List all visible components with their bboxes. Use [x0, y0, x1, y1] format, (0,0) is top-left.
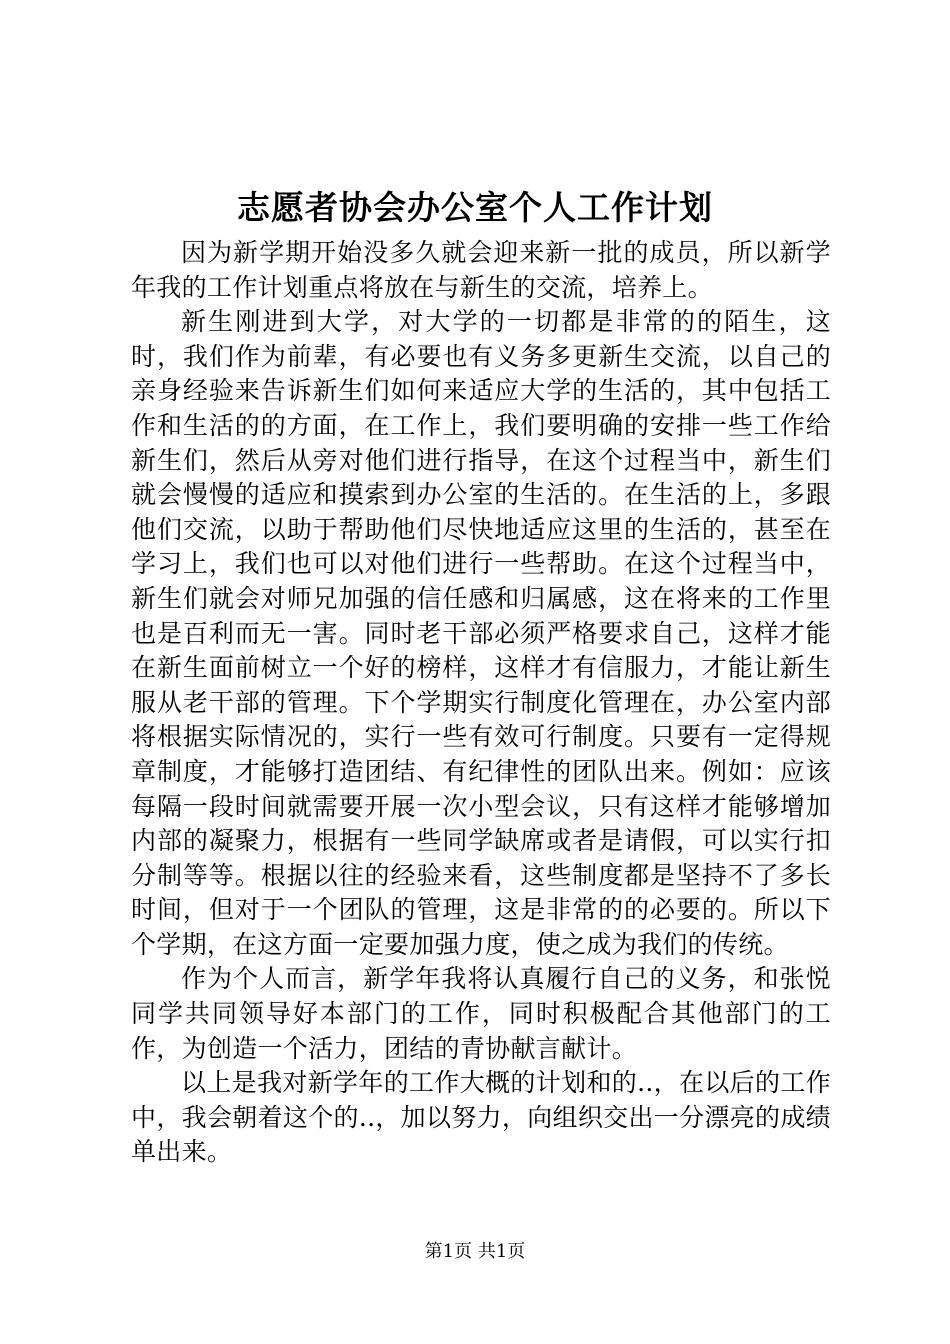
paragraph-personal: 作为个人而言，新学年我将认真履行自己的义务，和张悦同学共同领导好本部门的工作，同时积极配合其他部门的工作，为创造一个活力，团结的青协献言献计。 — [131, 964, 831, 1063]
document-title: 志愿者协会办公室个人工作计划 — [237, 188, 713, 227]
page-footer: 第1页 共1页 — [424, 1241, 526, 1262]
paragraph-intro: 因为新学期开始没多久就会迎来新一批的成员，所以新学年我的工作计划重点将放在与新生的交流，培养上。 — [131, 238, 831, 302]
paragraph-conclusion: 以上是我对新学年的工作大概的计划和的..，在以后的工作中，我会朝着这个的..，加以努力，向组织交出一分漂亮的成绩单出来。 — [131, 1068, 831, 1167]
document-body — [131, 236, 831, 1170]
paragraph-new-students: 新生刚进到大学，对大学的一切都是非常的的陌生，这时，我们作为前辈，有必要也有义务多更新生交流，以自己的亲身经验来告诉新生们如何来适应大学的生活的，其中包括工作和生活的的方面，在工作上，我们要明确的安排一些工作给新生们，然后从旁对他们进行指导，在这个过程当中，新生们就会慢慢的适应和摸索到办公室的生活的。在生活的上，多跟他们交流，以助于帮助他们尽快地适应这里的生活的，甚至在学习上，我们也可以对他们进行一些帮助。在这个过程当中，新生们就会对师兄加强的信任感和归属感，这在将来的工作里也是百利而无一害。同时老干部必须严格要求自己，这样才能在新生面前树立一个好的榜样，这样才有信服力，才能让新生服从老干部的管理。下个学期实行制度化管理在，办公室内部将根据实际情况的，实行一些有效可行制度。只要有一定得规章制度，才能够打造团结、有纪律性的团队出来。例如：应该每隔一段时间就需要开展一次小型会议，只有这样才能够增加内部的凝聚力，根据有一些同学缺席或者是请假，可以实行扣分制等等。根据以往的经验来看，这些制度都是坚持不了多长时间，但对于一个团队的管理，这是非常的的必要的。所以下个学期，在这方面一定要加强力度，使之成为我们的传统。 — [131, 307, 831, 959]
